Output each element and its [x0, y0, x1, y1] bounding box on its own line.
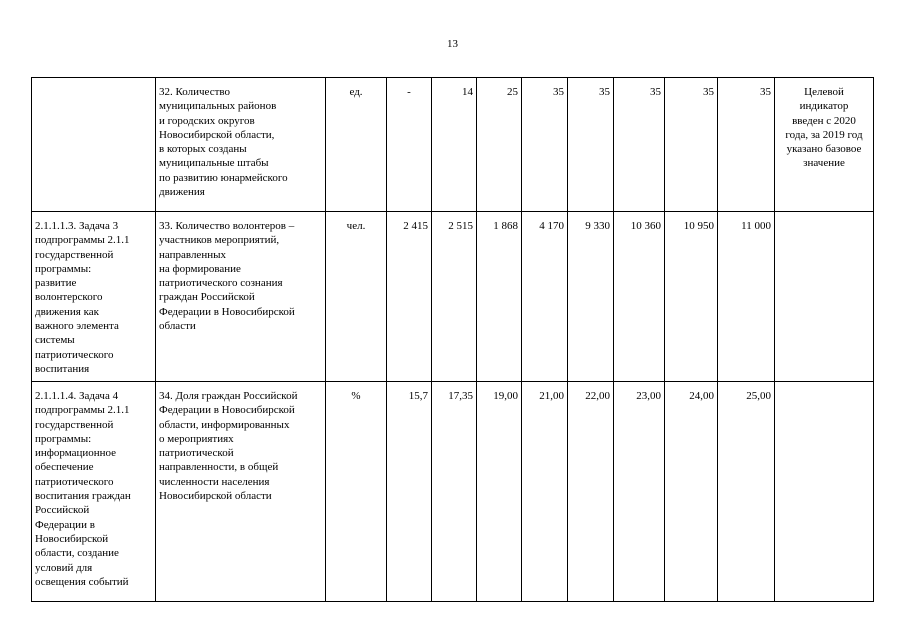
value-cell: 4 170	[522, 212, 568, 382]
value-cell: 17,35	[432, 382, 477, 602]
indicator-cell: 33. Количество волонтеров – участников мероприятий, направленных на формирование патриотического сознания граждан Российской Федерации в Новосибирской области	[156, 212, 326, 382]
value-cell: 25,00	[718, 382, 775, 602]
task-cell	[32, 78, 156, 212]
value-cell: 35	[718, 78, 775, 212]
value-cell: 35	[665, 78, 718, 212]
value-cell: 19,00	[477, 382, 522, 602]
value-cell: 35	[568, 78, 614, 212]
value-cell: 15,7	[387, 382, 432, 602]
task-cell: 2.1.1.1.4. Задача 4 подпрограммы 2.1.1 государственной программы: информационное обеспечение патриотического воспитания граждан Российской Федерации в Новосибирской области, создание условий для освещения событий	[32, 382, 156, 602]
value-cell: 22,00	[568, 382, 614, 602]
table-row	[32, 212, 874, 382]
task-cell: 2.1.1.1.3. Задача 3 подпрограммы 2.1.1 государственной программы: развитие волонтерского движения как важного элемента системы патриотического воспитания	[32, 212, 156, 382]
table-row	[32, 78, 874, 212]
indicator-cell: 32. Количество муниципальных районов и городских округов Новосибирской области, в которых созданы муниципальные штабы по развитию юнармейского движения	[156, 78, 326, 212]
note-cell: Целевой индикатор введен с 2020 года, за 2019 год указано базовое значение	[775, 78, 874, 212]
note-cell	[775, 382, 874, 602]
indicator-cell: 34. Доля граждан Российской Федерации в Новосибирской области, информированных о мероприятиях патриотической направленности, в общей численности населения Новосибирской области	[156, 382, 326, 602]
value-cell: 25	[477, 78, 522, 212]
value-cell: 10 360	[614, 212, 665, 382]
indicators-table	[31, 77, 874, 602]
value-cell: 35	[614, 78, 665, 212]
note-cell	[775, 212, 874, 382]
unit-cell: ед.	[326, 78, 387, 212]
value-cell: 10 950	[665, 212, 718, 382]
value-cell: 2 515	[432, 212, 477, 382]
value-cell: 9 330	[568, 212, 614, 382]
unit-cell: чел.	[326, 212, 387, 382]
page-number: 13	[447, 38, 458, 50]
value-cell: 1 868	[477, 212, 522, 382]
value-cell: 2 415	[387, 212, 432, 382]
value-cell: -	[387, 78, 432, 212]
value-cell: 24,00	[665, 382, 718, 602]
unit-cell: %	[326, 382, 387, 602]
value-cell: 21,00	[522, 382, 568, 602]
table-row	[32, 382, 874, 602]
value-cell: 23,00	[614, 382, 665, 602]
value-cell: 11 000	[718, 212, 775, 382]
value-cell: 35	[522, 78, 568, 212]
value-cell: 14	[432, 78, 477, 212]
